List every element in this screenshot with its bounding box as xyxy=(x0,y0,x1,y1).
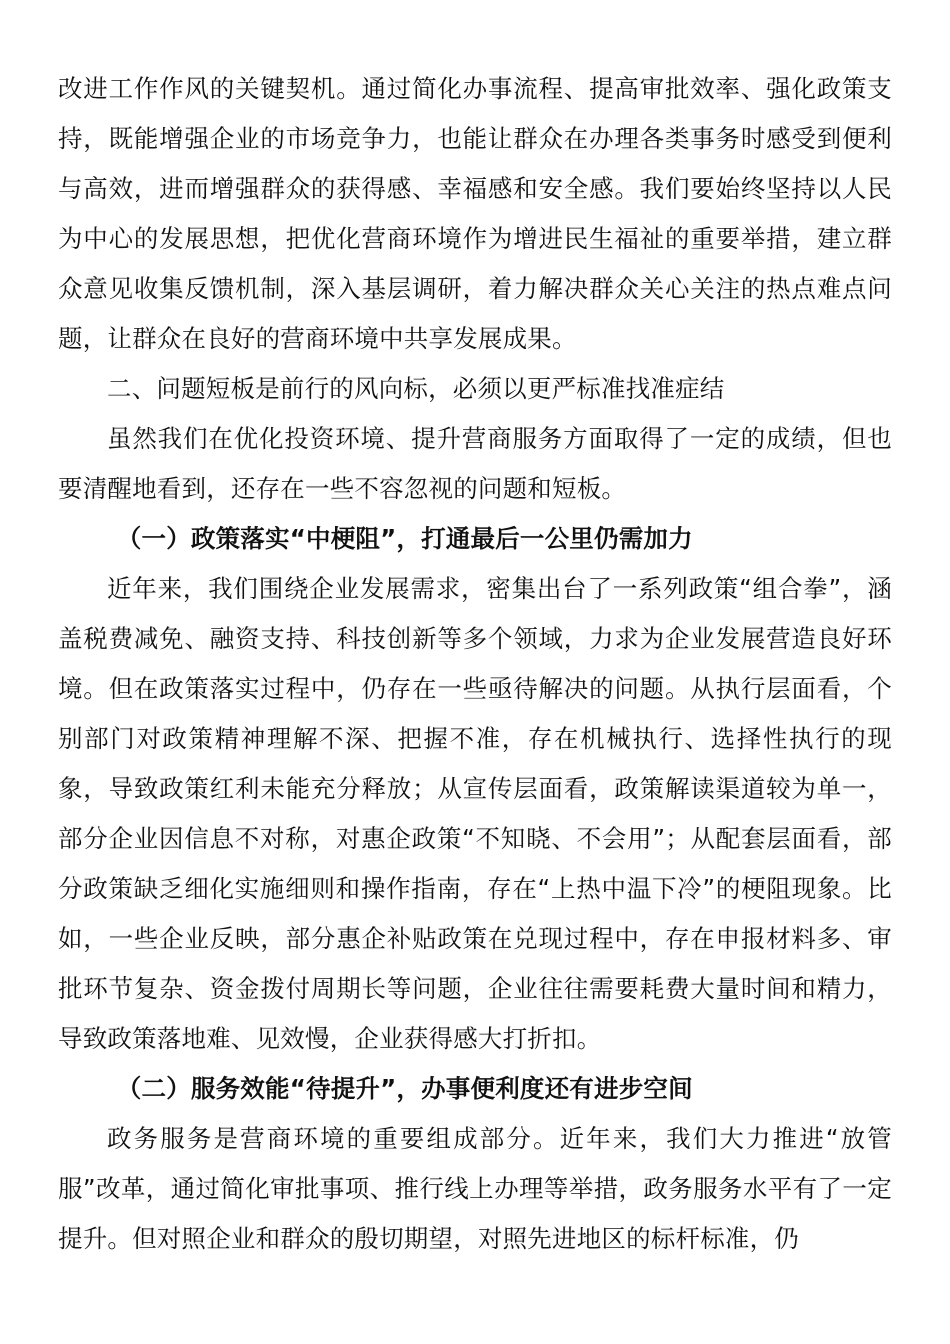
body-paragraph-4: 政务服务是营商环境的重要组成部分。近年来，我们大力推进“放管服”改革，通过简化审批事项、推行线上办理等举措，政务服务水平有了一定提升。但对照企业和群众的殷切期望，对照先进地区的标杆标准，仍 xyxy=(58,1124,892,1253)
sub-heading-2: （二）服务效能“待提升”，办事便利度还有进步空间 xyxy=(116,1074,693,1103)
body-paragraph-1: 改进工作作风的关键契机。通过简化办事流程、提高审批效率、强化政策支持，既能增强企业的市场竞争力，也能让群众在办理各类事务时感受到便利与高效，进而增强群众的获得感、幸福感和安全感。我们要始终坚持以人民为中心的发展思想，把优化营商环境作为增进民生福祉的重要举措，建立群众意见收集反馈机制，深入基层调研，着力解决群众关心关注的热点难点问题，让群众在良好的营商环境中共享发展成果。 xyxy=(58,74,892,353)
sub-heading-1: （一）政策落实“中梗阻”，打通最后一公里仍需加力 xyxy=(116,524,693,553)
section-heading: 二、问题短板是前行的风向标，必须以更严标准找准症结 xyxy=(107,374,725,403)
body-paragraph-2: 虽然我们在优化投资环境、提升营商服务方面取得了一定的成绩，但也要清醒地看到，还存在一些不容忽视的问题和短板。 xyxy=(58,424,892,503)
body-paragraph-3: 近年来，我们围绕企业发展需求，密集出台了一系列政策“组合拳”，涵盖税费减免、融资支持、科技创新等多个领域，力求为企业发展营造良好环境。但在政策落实过程中，仍存在一些亟待解决的问题。从执行层面看，个别部门对政策精神理解不深、把握不准，存在机械执行、选择性执行的现象，导致政策红利未能充分释放；从宣传层面看，政策解读渠道较为单一，部分企业因信息不对称，对惠企政策“不知晓、不会用”；从配套层面看，部分政策缺乏细化实施细则和操作指南，存在“上热中温下冷”的梗阻现象。比如，一些企业反映，部分惠企补贴政策在兑现过程中，存在申报材料多、审批环节复杂、资金拨付周期长等问题，企业往往需要耗费大量时间和精力，导致政策落地难、见效慢，企业获得感大打折扣。 xyxy=(58,574,892,1053)
document-page xyxy=(58,64,892,1264)
